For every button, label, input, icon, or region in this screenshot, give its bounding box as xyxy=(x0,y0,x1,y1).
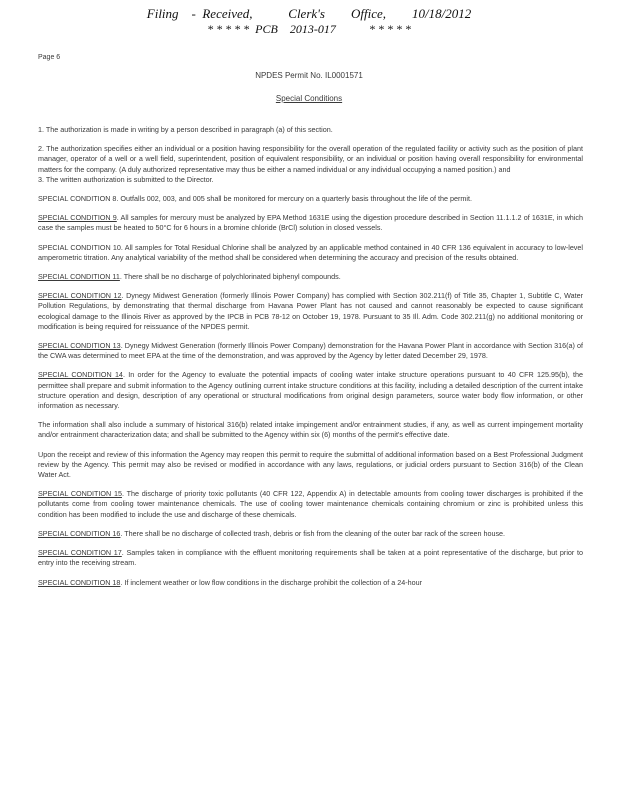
section-title: Special Conditions xyxy=(275,94,343,103)
sc11-label: SPECIAL CONDITION 11 xyxy=(38,272,120,282)
sc14-label: SPECIAL CONDITION 14 xyxy=(38,370,123,380)
sc17-label: SPECIAL CONDITION 17 xyxy=(38,548,122,558)
sc9-label: SPECIAL CONDITION 9 xyxy=(38,213,117,223)
sc16-text: . There shall be no discharge of collected trash, debris or fish from the cleaning of the outer bar rack of the screen house. xyxy=(120,528,506,538)
paragraph-3: 3. The written authorization is submitted to the Director. xyxy=(38,174,214,184)
special-condition-11 xyxy=(38,272,583,282)
sc17-text: . Samples taken in compliance with the effluent monitoring requirements shall be taken at a point representative of the discharge, but prior to entry into the receiving stream. xyxy=(38,548,583,568)
special-condition-12 xyxy=(38,291,583,332)
sc14-text: . In order for the Agency to evaluate the potential impacts of cooling water intake structure operations pursuant to 40 CFR 125.95(b), the permittee shall prepare and submit information to the Agency outlining current intake structure conditions at this facility, including a detailed description of the current intake structure operation and design, description of any operational or structural modifications from original design parameters, source water body flow information, or other information as necessary. xyxy=(38,370,583,411)
special-condition-14-reopen: Upon the receipt and review of this information the Agency may reopen this permit to require the submittal of additional information based on a Best Professional Judgment review by the Agency. This permit may also be revised or modified in accordance with any laws, regulations, or judicial orders pursuant to Section 316(b) of the Clean Water Act. xyxy=(38,449,583,480)
special-condition-18 xyxy=(38,578,583,588)
special-condition-14-info: The information shall also include a summary of historical 316(b) related intake impingement and/or entrainment studies, if any, as well as current impingement mortality and/or entrainment characterization data; and shall be submitted to the Agency within six (6) months of the permit's effective date. xyxy=(38,420,583,440)
sc16-label: SPECIAL CONDITION 16 xyxy=(38,528,121,538)
sc10-text: . All samples for Total Residual Chlorine shall be analyzed by an applicable method contained in 40 CFR 136 equivalent in accuracy to low-level amperometric titration. Any analytical variability of the method shall be considered when determining the accuracy and precision of the results obtained. xyxy=(38,242,583,262)
sc8-label: SPECIAL CONDITION 8 xyxy=(38,194,117,204)
sc12-label: SPECIAL CONDITION 12 xyxy=(38,291,122,301)
sc15-text: . The discharge of priority toxic pollutants (40 CFR 122, Appendix A) in detectable amounts from cooling tower discharges is prohibited if the pollutants come from cooling tower maintenance chemicals. The use of cooling tower maintenance chemicals containing chromium or zinc is prohibited unless this condition has been modified to include the use and discharge of these chemicals. xyxy=(38,489,583,519)
permit-number: NPDES Permit No. IL0001571 xyxy=(255,71,363,80)
sc13-text: . Dynegy Midwest Generation (formerly Illinois Power Company) demonstration for the Havana Power Plant in accordance with Section 316(a) of the CWA was determined to meet EPA at the time of the demonstration, and was approved by the Agency by letter dated December 29, 1978. xyxy=(38,341,583,361)
sc18-text: . If inclement weather or low flow conditions in the discharge prohibit the collection of a 24-hour xyxy=(120,577,423,587)
sc18-label: SPECIAL CONDITION 18 xyxy=(38,577,121,587)
special-condition-13 xyxy=(38,341,583,361)
document-body xyxy=(38,125,583,597)
sc9-text: . All samples for mercury must be analyzed by EPA Method 1631E using the digestion procedure described in Section 11.1.1.2 of 1631E, in which case the samples must be heated to 50°C for 6 hours in a bromine chloride (BrCl) solution in closed vessels. xyxy=(38,213,583,233)
sc12-text: . Dynegy Midwest Generation (formerly Illinois Power Company) has complied with Section 302.211(f) of Title 35, Chapter 1, Subtitle C, Water Pollution Regulations, by demonstrating that thermal discharge from Havana Power Plant has not caused and cannot reasonably be expected to cause significant ecological damage to the Illinois River as approved by the IPCB in PCB 78-12 on October 19, 1978. Pursuant to 35 Ill. Adm. Code 302.211(g) no additional monitoring or modification is being required for reissuance of the NPDES permit. xyxy=(38,291,583,331)
page-label: Page 6 xyxy=(38,54,61,61)
paragraph-1: 1. The authorization is made in writing by a person described in paragraph (a) of this section. xyxy=(38,125,333,134)
special-condition-8 xyxy=(38,194,583,204)
special-condition-17 xyxy=(38,548,583,568)
sc8-text: . Outfalls 002, 003, and 005 shall be monitored for mercury on a quarterly basis throughout the life of the permit. xyxy=(116,194,473,204)
special-condition-16 xyxy=(38,529,583,539)
sc10-label: SPECIAL CONDITION 10 xyxy=(38,242,121,252)
sc11-text: . There shall be no discharge of polychlorinated biphenyl compounds. xyxy=(119,272,341,282)
paragraph-2: 2. The authorization specifies either an individual or a position having responsibility for the overall operation of the regulated facility or activity such as the position of plant manager, operator of a well or a well field, superintendent, position of equivalent responsibility, or an individual or position having overall responsibility for environmental matters for the company. (A duly authorized representative may thus be either a named individual or any individual occupying a named position.) and xyxy=(38,144,583,174)
special-condition-15 xyxy=(38,489,583,520)
filing-stamp-line-1: Filing - Received, Clerk's Office, 10/18/2012 xyxy=(146,6,472,21)
filing-stamp-line-2: * * * * * PCB 2013-017 * * * * * xyxy=(207,22,411,36)
sc13-label: SPECIAL CONDITION 13 xyxy=(38,341,121,351)
special-condition-10 xyxy=(38,243,583,263)
sc15-label: SPECIAL CONDITION 15 xyxy=(38,489,122,499)
special-condition-14 xyxy=(38,370,583,411)
special-condition-9 xyxy=(38,213,583,233)
